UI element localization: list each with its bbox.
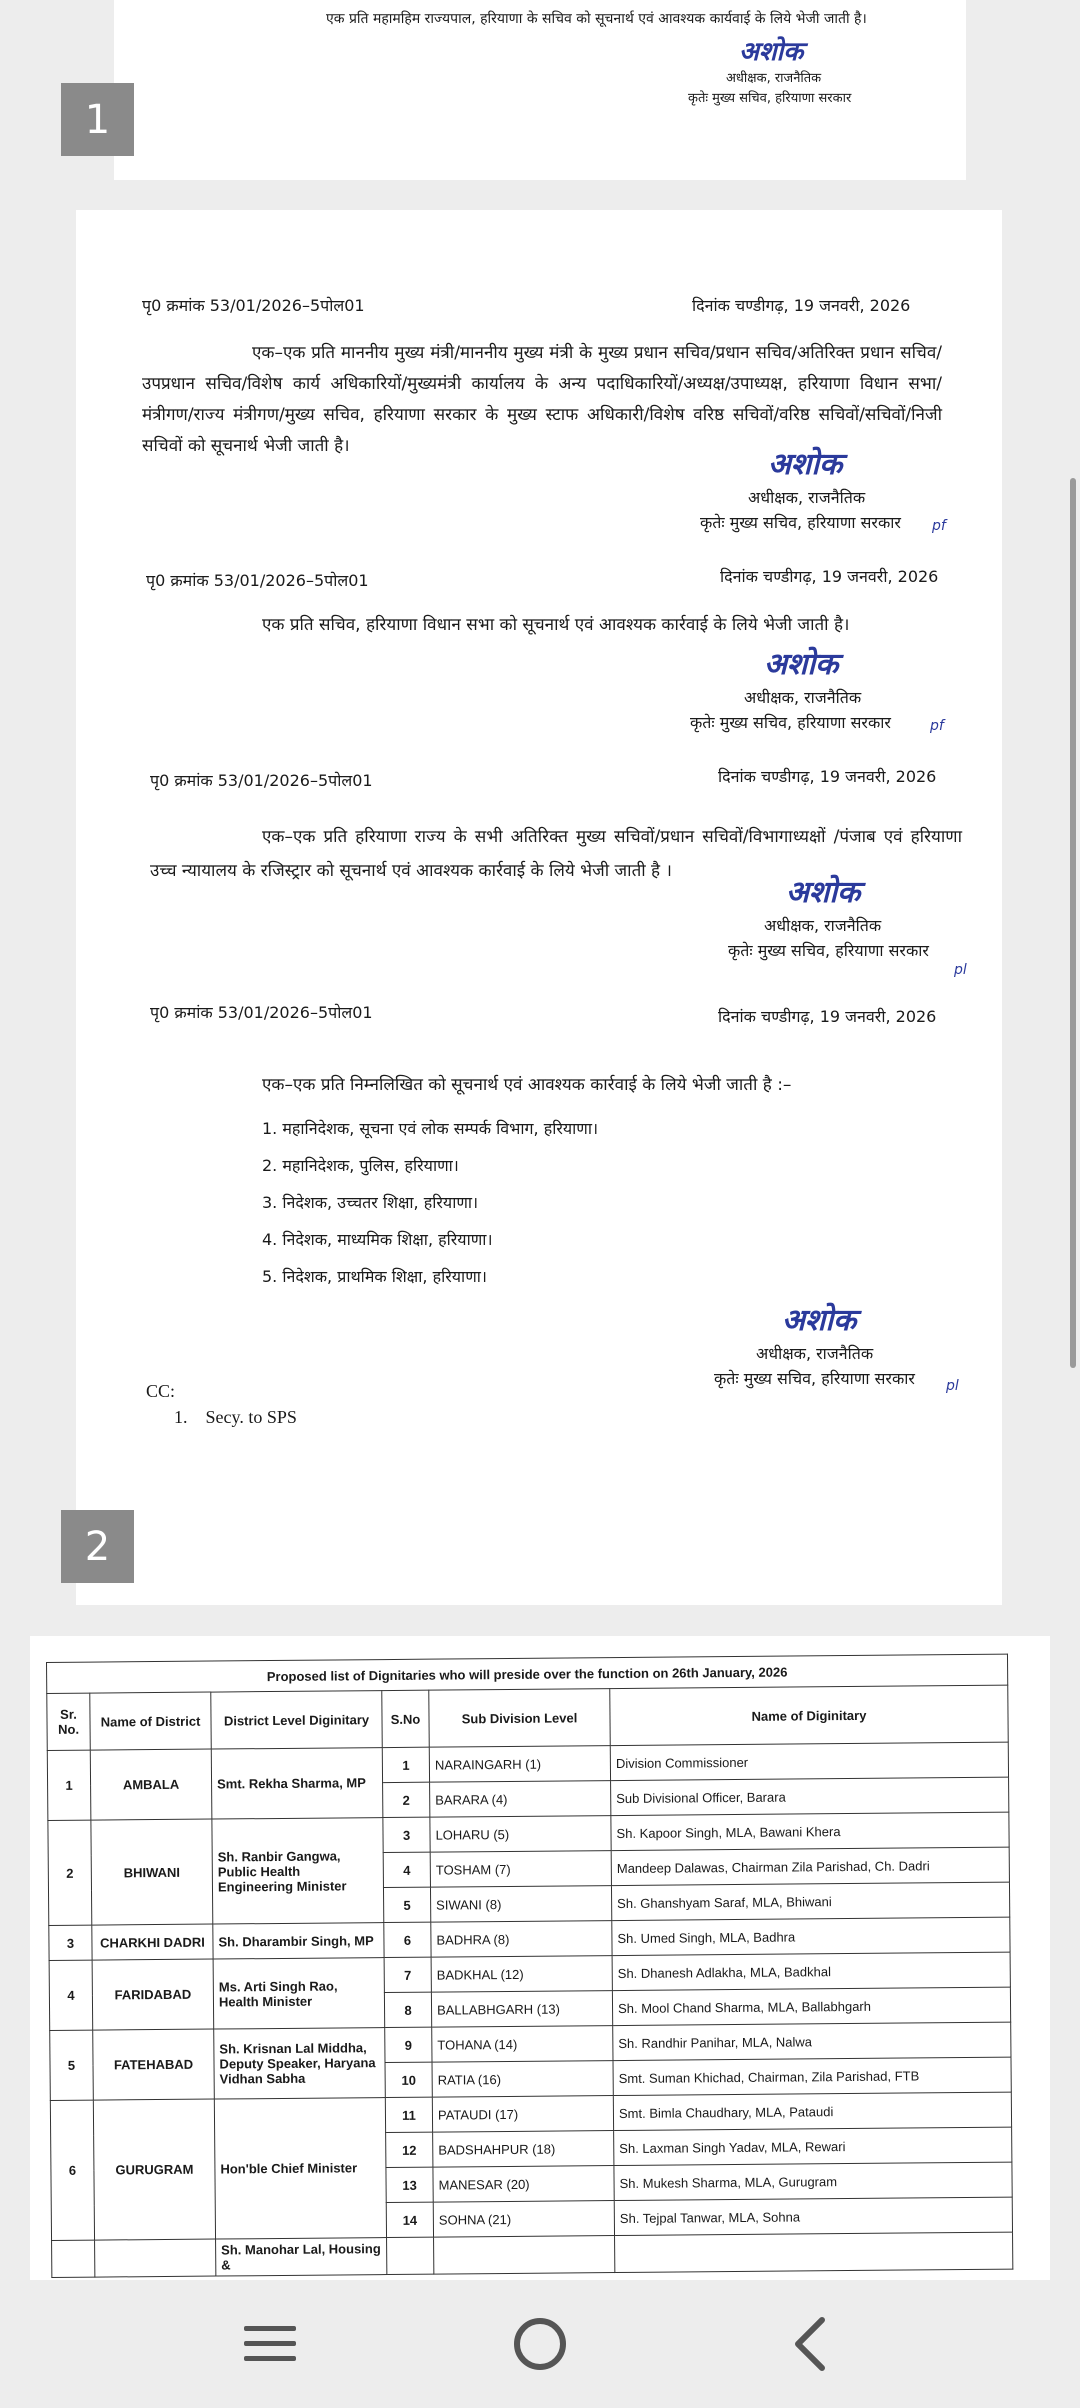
signature: अशोक bbox=[764, 647, 839, 682]
cell-dignitary: Division Commissioner bbox=[610, 1742, 1008, 1780]
cell-sno: 4 bbox=[383, 1852, 430, 1887]
cell-sno: 1 bbox=[382, 1747, 429, 1782]
list-item: 1. महानिदेशक, सूचना एवं लोक सम्पर्क विभाग, हरियाणा। bbox=[262, 1119, 599, 1138]
cell-sr-no: 5 bbox=[50, 2030, 94, 2100]
initials: pl bbox=[954, 962, 967, 978]
cell-sr-no: 2 bbox=[48, 1820, 92, 1925]
cell-district-dignitary: Sh. Krisnan Lal Middha, Deputy Speaker, Haryana Vidhan Sabha bbox=[214, 2028, 386, 2099]
cell-district: CHARKHI DADRI bbox=[92, 1924, 213, 1960]
page-2 bbox=[76, 210, 1002, 1605]
cell-dignitary: Sh. Laxman Singh Yadav, MLA, Rewari bbox=[614, 2127, 1012, 2165]
table-row bbox=[52, 2232, 1013, 2277]
body-paragraph: एक–एक प्रति निम्नलिखित को सूचनार्थ एवं आवश्यक कार्रवाई के लिये भेजी जाती है :– bbox=[262, 1075, 792, 1095]
cell-sno: 6 bbox=[384, 1922, 431, 1957]
cell-sub-division: LOHARU (5) bbox=[430, 1816, 611, 1853]
home-circle-icon bbox=[512, 2316, 568, 2372]
cell-district: BHIWANI bbox=[91, 1819, 213, 1925]
designation: अधीक्षक, राजनैतिक bbox=[764, 916, 882, 935]
cell-sub-division: BADKHAL (12) bbox=[431, 1956, 612, 1993]
cell-sno: 3 bbox=[383, 1817, 430, 1852]
back-chevron-icon bbox=[788, 2316, 832, 2372]
list-item: 3. निदेशक, उच्चतर शिक्षा, हरियाणा। bbox=[262, 1193, 479, 1212]
reference-number: पृ0 क्रमांक 53/01/2026–5पोल01 bbox=[146, 571, 369, 590]
cell-dignitary: Sh. Mukesh Sharma, MLA, Gurugram bbox=[614, 2162, 1012, 2200]
menu-button[interactable] bbox=[210, 2280, 330, 2408]
cell-dignitary: Sh. Mool Chand Sharma, MLA, Ballabhgarh bbox=[612, 1987, 1010, 2025]
cell-dignitary: Smt. Suman Khichad, Chairman, Zila Parishad, FTB bbox=[613, 2057, 1011, 2095]
header-sno: S.No bbox=[382, 1690, 429, 1747]
page-number-badge: 2 bbox=[61, 1510, 134, 1583]
scrollbar-thumb[interactable] bbox=[1070, 478, 1076, 1368]
governor-copy-line: एक प्रति महामहिम राज्यपाल, हरियाणा के सचिव को सूचनार्थ एवं आवश्यक कार्यवाई के लिये भेजी जाती है। bbox=[326, 11, 867, 27]
menu-icon bbox=[242, 2322, 298, 2366]
cell-district: FATEHABAD bbox=[93, 2029, 215, 2100]
cell-sub-division: BADSHAHPUR (18) bbox=[433, 2131, 614, 2168]
cell-district-dignitary: Sh. Ranbir Gangwa, Public Health Engineering Minister bbox=[212, 1818, 384, 1924]
cell-empty bbox=[615, 2232, 1013, 2272]
header-sr-no: Sr. No. bbox=[47, 1693, 90, 1750]
cell-sub-division: BARARA (4) bbox=[430, 1781, 611, 1818]
office: कृतेः मुख्य सचिव, हरियाणा सरकार bbox=[688, 91, 852, 106]
body-paragraph: एक प्रति सचिव, हरियाणा विधान सभा को सूचनार्थ एवं आवश्यक कार्रवाई के लिये भेजी जाती है। bbox=[262, 615, 850, 635]
cell-sno: 10 bbox=[385, 2062, 432, 2097]
office: कृतेः मुख्य सचिव, हरियाणा सरकार bbox=[728, 941, 929, 960]
signature: अशोक bbox=[786, 875, 861, 910]
cell-sub-division: MANESAR (20) bbox=[433, 2166, 614, 2203]
cell-empty bbox=[52, 2240, 95, 2277]
cell-dignitary: Smt. Bimla Chaudhary, MLA, Pataudi bbox=[613, 2092, 1011, 2130]
initials: pf bbox=[930, 718, 944, 734]
date-line: दिनांक चण्डीगढ़, 19 जनवरी, 2026 bbox=[692, 296, 911, 315]
list-item: 5. निदेशक, प्राथमिक शिक्षा, हरियाणा। bbox=[262, 1267, 487, 1286]
cell-district-dignitary: Hon'ble Chief Minister bbox=[214, 2098, 386, 2239]
cc-label: CC: bbox=[146, 1381, 176, 1401]
signature: अशोक bbox=[782, 1303, 857, 1338]
reference-number: पृ0 क्रमांक 53/01/2026–5पोल01 bbox=[150, 771, 373, 790]
cell-sub-division: TOHANA (14) bbox=[432, 2026, 613, 2063]
body-paragraph: एक–एक प्रति माननीय मुख्य मंत्री/माननीय मुख्य मंत्री के मुख्य प्रधान सचिव/प्रधान सचिव/अतिरिक्त प्रधान सचिव/उपप्रधान सचिव/विशेष कार्य अधिकारियों/मुख्यमंत्री कार्यालय के अन्य पदाधिकारियों/अध्यक्ष/उपाध्यक्ष, हरियाणा विधान सभा/मंत्रीगण/राज्य मंत्रीगण/मुख्य सचिव, हरियाणा सरकार के मुख्य स्टाफ अधिकारी/विशेष वरिष्ठ सचिवों/वरिष्ठ सचिवों/सचिवों/निजी सचिवों को सूचनार्थ भेजी जाती है। bbox=[142, 343, 942, 456]
cell-dignitary: Mandeep Dalawas, Chairman Zila Parishad, Ch. Dadri bbox=[611, 1847, 1009, 1885]
reference-number: पृ0 क्रमांक 53/01/2026–5पोल01 bbox=[142, 296, 365, 315]
back-button[interactable] bbox=[750, 2280, 870, 2408]
dignitary-table bbox=[46, 1654, 1013, 2278]
cell-sr-no: 1 bbox=[47, 1750, 91, 1820]
cell-dignitary: Sh. Tejpal Tanwar, MLA, Sohna bbox=[614, 2197, 1012, 2235]
cell-sno: 8 bbox=[384, 1992, 431, 2027]
cell-sub-division: RATIA (16) bbox=[432, 2061, 613, 2098]
cell-dignitary: Sh. Kapoor Singh, MLA, Bawani Khera bbox=[611, 1812, 1009, 1850]
cell-sub-division: PATAUDI (17) bbox=[432, 2096, 613, 2133]
list-item: 4. निदेशक, माध्यमिक शिक्षा, हरियाणा। bbox=[262, 1230, 493, 1249]
cell-sno: 13 bbox=[386, 2167, 433, 2202]
cell-empty bbox=[387, 2237, 434, 2274]
recipient-list bbox=[262, 1118, 598, 1303]
cell-district: GURUGRAM bbox=[93, 2099, 215, 2240]
cell-sno: 12 bbox=[386, 2132, 433, 2167]
office: कृतेः मुख्य सचिव, हरियाणा सरकार bbox=[690, 713, 891, 732]
cell-sub-division: TOSHAM (7) bbox=[430, 1851, 611, 1888]
cell-sr-no: 3 bbox=[49, 1925, 92, 1960]
cell-empty bbox=[434, 2236, 615, 2275]
cell-sr-no: 6 bbox=[50, 2100, 94, 2240]
office: कृतेः मुख्य सचिव, हरियाणा सरकार bbox=[700, 513, 901, 532]
page-number-badge: 1 bbox=[61, 83, 134, 156]
cell-district-dignitary: Sh. Manohar Lal, Housing & bbox=[216, 2238, 387, 2276]
cell-district: AMBALA bbox=[90, 1749, 212, 1820]
cell-district-dignitary: Ms. Arti Singh Rao, Health Minister bbox=[213, 1958, 385, 2029]
signature: अशोक bbox=[739, 37, 804, 67]
cell-district-dignitary: Sh. Dharambir Singh, MP bbox=[213, 1923, 384, 1959]
cell-sub-division: NARAINGARH (1) bbox=[429, 1746, 610, 1783]
designation: अधीक्षक, राजनैतिक bbox=[726, 71, 822, 86]
header-district-dignitary: District Level Diginitary bbox=[211, 1691, 382, 1749]
table-title: Proposed list of Dignitaries who will preside over the function on 26th January, 2026 bbox=[47, 1654, 1008, 1693]
designation: अधीक्षक, राजनैतिक bbox=[744, 688, 862, 707]
header-sub-division: Sub Division Level bbox=[429, 1689, 610, 1748]
reference-number: पृ0 क्रमांक 53/01/2026–5पोल01 bbox=[150, 1003, 373, 1022]
cell-sub-division: SOHNA (21) bbox=[433, 2201, 614, 2238]
initials: pf bbox=[932, 518, 946, 534]
cell-dignitary: Sh. Dhanesh Adlakha, MLA, Badkhal bbox=[612, 1952, 1010, 1990]
header-name-dignitary: Name of Diginitary bbox=[610, 1685, 1008, 1745]
cell-district-dignitary: Smt. Rekha Sharma, MP bbox=[211, 1748, 383, 1819]
page-1 bbox=[114, 0, 966, 180]
office: कृतेः मुख्य सचिव, हरियाणा सरकार bbox=[714, 1369, 915, 1388]
designation: अधीक्षक, राजनैतिक bbox=[756, 1344, 874, 1363]
cell-sno: 2 bbox=[383, 1782, 430, 1817]
cell-sno: 7 bbox=[384, 1957, 431, 1992]
cell-sub-division: BADHRA (8) bbox=[431, 1921, 612, 1958]
date-line: दिनांक चण्डीगढ़, 19 जनवरी, 2026 bbox=[718, 767, 937, 786]
cell-dignitary: Sh. Randhir Panihar, MLA, Nalwa bbox=[613, 2022, 1011, 2060]
cell-district: FARIDABAD bbox=[92, 1959, 214, 2030]
date-line: दिनांक चण्डीगढ़, 19 जनवरी, 2026 bbox=[720, 567, 939, 586]
list-item: 2. महानिदेशक, पुलिस, हरियाणा। bbox=[262, 1156, 459, 1175]
body-paragraph: एक–एक प्रति हरियाणा राज्य के सभी अतिरिक्त मुख्य सचिवों/प्रधान सचिवों/विभागाध्यक्षों /पंजाब एवं हरियाणा उच्च न्यायालय के रजिस्ट्रार को सूचनार्थ एवं आवश्यक कार्रवाई के लिये भेजी जाती है । bbox=[150, 827, 962, 881]
cell-sub-division: BALLABHGARH (13) bbox=[431, 1991, 612, 2028]
cell-sr-no: 4 bbox=[49, 1960, 93, 2030]
table-body bbox=[47, 1742, 1013, 2277]
initials: pl bbox=[946, 1378, 959, 1394]
cell-dignitary: Sub Divisional Officer, Barara bbox=[611, 1777, 1009, 1815]
signature: अशोक bbox=[768, 447, 843, 482]
dignitary-table-wrapper bbox=[46, 1662, 1008, 2278]
cell-empty bbox=[95, 2239, 216, 2277]
cell-dignitary: Sh. Ghanshyam Saraf, MLA, Bhiwani bbox=[611, 1882, 1009, 1920]
cell-sno: 5 bbox=[383, 1887, 430, 1922]
date-line: दिनांक चण्डीगढ़, 19 जनवरी, 2026 bbox=[718, 1007, 937, 1026]
cell-sub-division: SIWANI (8) bbox=[430, 1886, 611, 1923]
cell-sno: 14 bbox=[386, 2202, 433, 2237]
system-navigation-bar bbox=[0, 2280, 1080, 2408]
header-district: Name of District bbox=[90, 1692, 211, 1750]
cc-item: 1. Secy. to SPS bbox=[174, 1407, 297, 1427]
cell-sno: 9 bbox=[385, 2027, 432, 2062]
designation: अधीक्षक, राजनैतिक bbox=[748, 488, 866, 507]
home-button[interactable] bbox=[480, 2280, 600, 2408]
cell-sno: 11 bbox=[385, 2097, 432, 2132]
cell-dignitary: Sh. Umed Singh, MLA, Badhra bbox=[612, 1917, 1010, 1955]
